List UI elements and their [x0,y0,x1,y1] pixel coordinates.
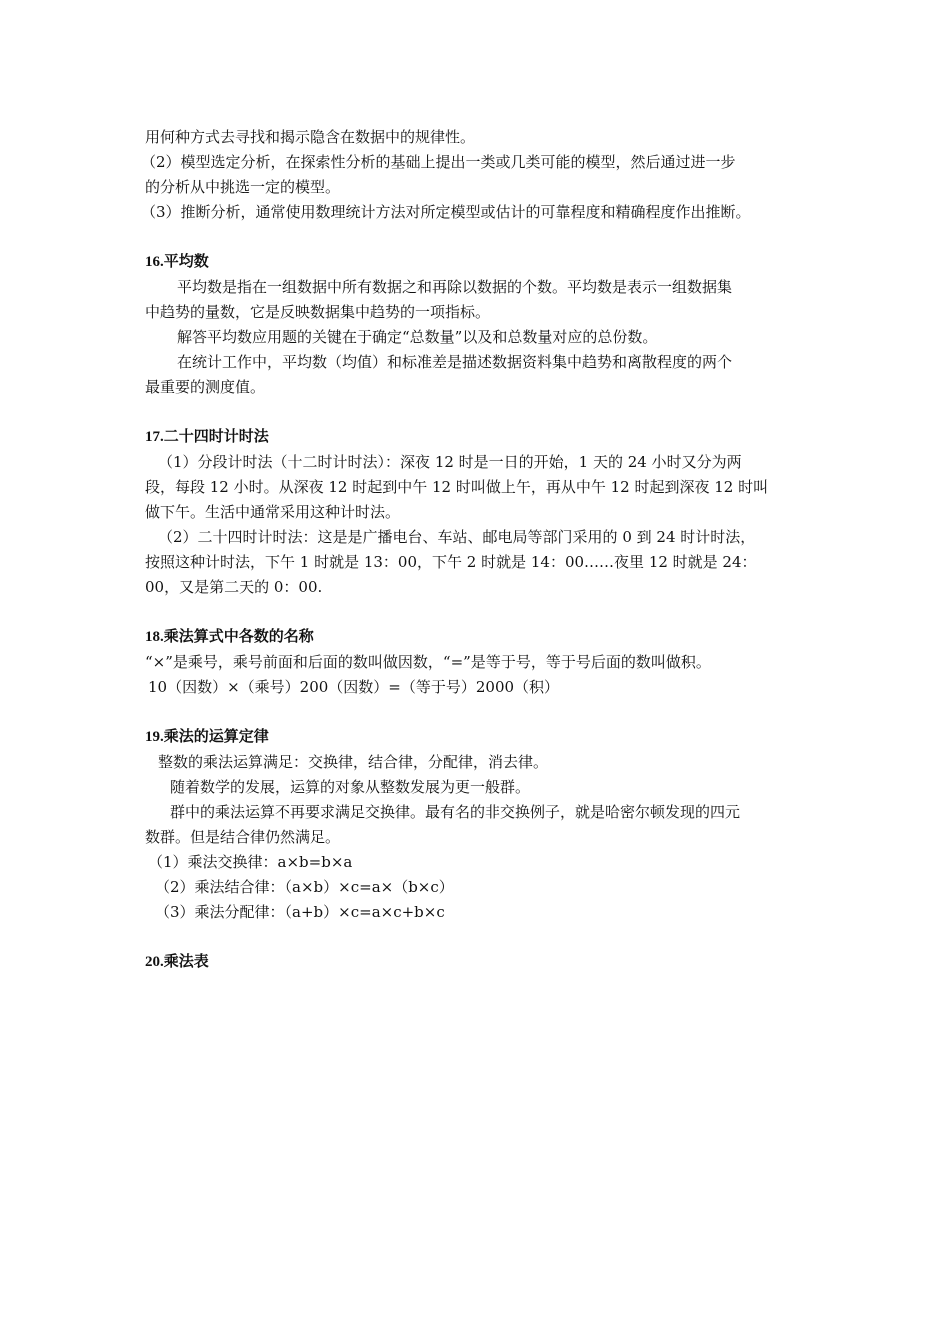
intro-line-1: 用何种方式去寻找和揭示隐含在数据中的规律性。 [145,128,476,146]
s17-line-2: 段，每段 12 小时。从深夜 12 时起到中午 12 时叫做上午，再从中午 12 时起到深夜 12 时叫 [145,478,769,496]
s18-line-2: 10（因数）×（乘号）200（因数）=（等于号）2000（积） [148,678,560,696]
s16-line-2: 中趋势的量数，它是反映数据集中趋势的一项指标。 [145,303,491,321]
intro-line-3: 的分析从中挑选一定的模型。 [145,178,341,196]
section-19-heading: 19.乘法的运算定律 [145,729,269,745]
s19-line-5: （1）乘法交换律：a×b=b×a [148,853,353,871]
section-20-heading: 20.乘法表 [145,954,209,970]
intro-line-4: （3）推断分析，通常使用数理统计方法对所定模型或估计的可靠程度和精确程度作出推断。 [141,203,751,221]
section-18-heading: 18.乘法算式中各数的名称 [145,629,314,645]
intro-line-2: （2）模型选定分析，在探索性分析的基础上提出一类或几类可能的模型，然后通过进一步 [141,153,736,171]
s17-line-4: （2）二十四时计时法：这是是广播电台、车站、邮电局等部门采用的 0 到 24 时计时法， [158,528,756,546]
section-16-heading: 16.平均数 [145,254,209,270]
s18-line-1: “×”是乘号，乘号前面和后面的数叫做因数，“=”是等于号，等于号后面的数叫做积。 [145,653,711,671]
s16-line-3: 解答平均数应用题的关键在于确定“总数量”以及和总数量对应的总份数。 [177,328,658,346]
s17-line-5: 按照这种计时法，下午 1 时就是 13：00，下午 2 时就是 14：00……夜里 12 时就是 24： [145,553,757,571]
s16-line-5: 最重要的测度值。 [145,378,266,396]
s19-line-6: （2）乘法结合律：（a×b）×c=a×（b×c） [155,878,454,896]
s19-line-1: 整数的乘法运算满足：交换律，结合律，分配律，消去律。 [158,753,549,771]
s19-line-4: 数群。但是结合律仍然满足。 [145,828,341,846]
s19-line-3: 群中的乘法运算不再要求满足交换律。最有名的非交换例子，就是哈密尔顿发现的四元 [170,803,741,821]
s16-line-4: 在统计工作中，平均数（均值）和标准差是描述数据资料集中趋势和离散程度的两个 [177,353,733,371]
s16-line-1: 平均数是指在一组数据中所有数据之和再除以数据的个数。平均数是表示一组数据集 [177,278,733,296]
s17-line-6: 00，又是第二天的 0：00. [145,578,323,596]
s19-line-7: （3）乘法分配律：（a+b）×c=a×c+b×c [155,903,445,921]
s17-line-3: 做下午。生活中通常采用这种计时法。 [145,503,401,521]
s17-line-1: （1）分段计时法（十二时计时法）：深夜 12 时是一日的开始，1 天的 24 小时又分为两 [158,453,742,471]
s19-line-2: 随着数学的发展，运算的对象从整数发展为更一般群。 [170,778,531,796]
section-17-heading: 17.二十四时计时法 [145,429,269,445]
